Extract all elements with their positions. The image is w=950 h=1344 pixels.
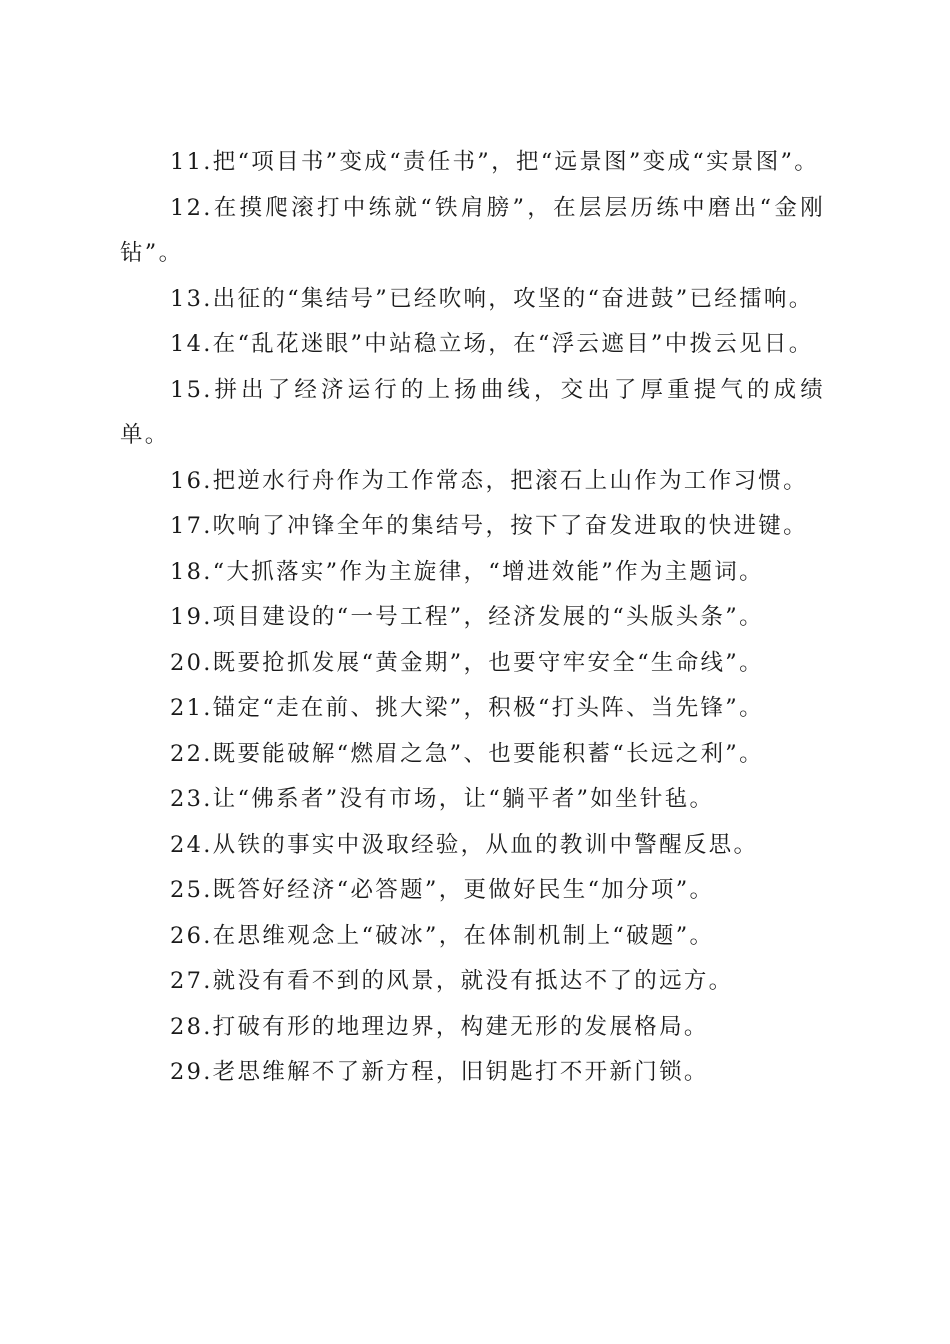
list-item: 27.就没有看不到的风景，就没有抵达不了的远方。	[170, 968, 734, 994]
list-item: 19.项目建设的“一号工程”，经济发展的“头版头条”。	[170, 604, 764, 630]
list-item: 18.“大抓落实”作为主旋律，“增进效能”作为主题词。	[170, 558, 764, 585]
list-item: 21.锚定“走在前、挑大梁”，积极“打头阵、当先锋”。	[170, 695, 764, 721]
list-item: 25.既答好经济“必答题”，更做好民生“加分项”。	[170, 877, 715, 903]
list-item: 17.吹响了冲锋全年的集结号，按下了奋发进取的快进键。	[170, 513, 808, 539]
list-item: 23.让“佛系者”没有市场，让“躺平者”如坐针毡。	[170, 786, 715, 812]
list-item: 28.打破有形的地理边界，构建无形的发展格局。	[170, 1013, 709, 1040]
list-item: 16.把逆水行舟作为工作常态，把滚石上山作为工作习惯。	[170, 467, 808, 494]
list-item: 15.拼出了经济运行的上扬曲线，交出了厚重提气的成绩单。	[120, 376, 825, 448]
list-item: 20.既要抢抓发展“黄金期”，也要守牢安全“生命线”。	[170, 649, 764, 676]
list-item: 26.在思维观念上“破冰”，在体制机制上“破题”。	[170, 922, 715, 949]
list-item: 11.把“项目书”变成“责任书”，把“远景图”变成“实景图”。	[170, 149, 820, 175]
document-body	[120, 140, 825, 1096]
list-item: 13.出征的“集结号”已经吹响，攻坚的“奋进鼓”已经擂响。	[170, 285, 814, 312]
list-item: 29.老思维解不了新方程，旧钥匙打不开新门锁。	[170, 1059, 709, 1085]
list-item: 24.从铁的事实中汲取经验，从血的教训中警醒反思。	[170, 831, 759, 858]
list-item: 14.在“乱花迷眼”中站稳立场，在“浮云遮目”中拨云见日。	[170, 331, 814, 357]
list-item: 22.既要能破解“燃眉之急”、也要能积蓄“长远之利”。	[170, 740, 764, 767]
list-item: 12.在摸爬滚打中练就“铁肩膀”，在层层历练中磨出“金刚钻”。	[120, 194, 825, 266]
